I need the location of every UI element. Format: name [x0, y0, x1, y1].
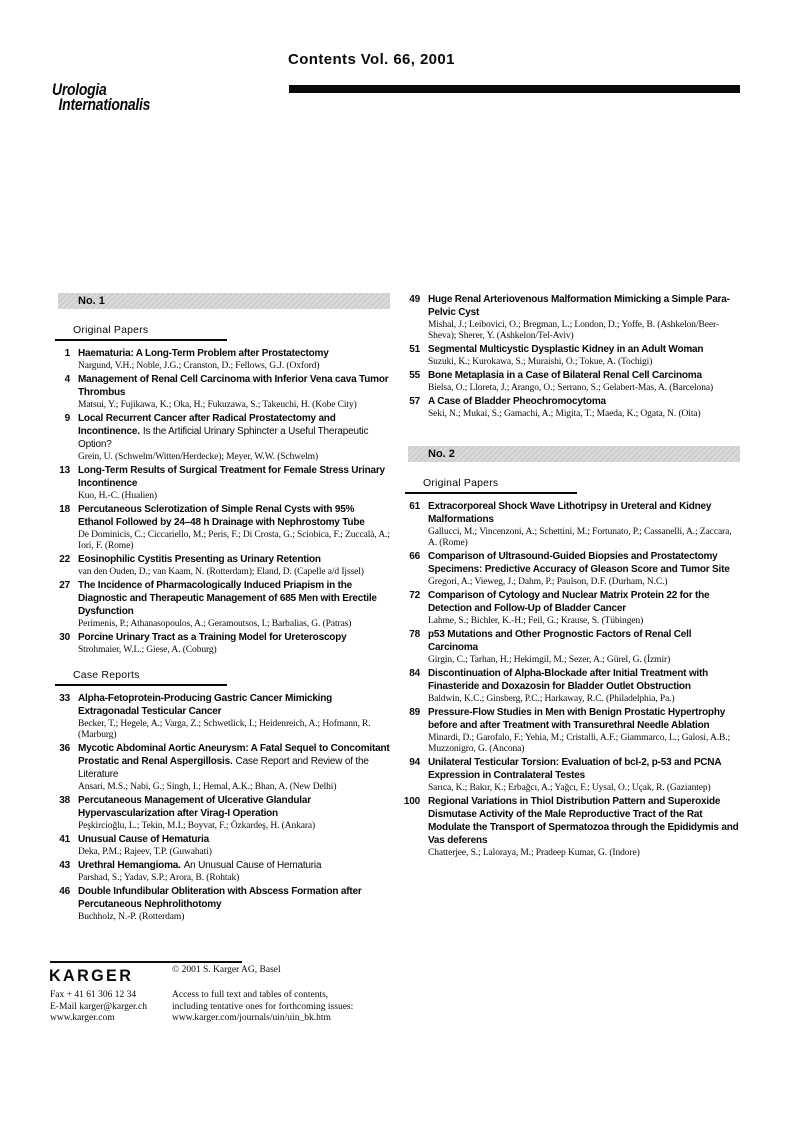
header-rule	[289, 85, 740, 93]
entry-title: Management of Renal Cell Carcinoma with Inferior Vena cava Tumor Thrombus	[78, 374, 389, 398]
section-header-label: Original Papers	[73, 324, 149, 336]
entry-body	[78, 373, 390, 411]
entry-page-number: 22	[59, 554, 70, 565]
entry-body	[428, 343, 740, 368]
entry-page-number: 36	[59, 743, 70, 754]
entry-title-line	[78, 579, 390, 618]
entry-page-number: 41	[59, 834, 70, 845]
toc-entry	[50, 794, 390, 832]
entry-authors: Chatterjee, S.; Laloraya, M.; Pradeep Kumar, G. (Indore)	[428, 848, 640, 858]
toc-entry	[50, 412, 390, 463]
entry-body	[78, 742, 390, 793]
entry-body	[78, 553, 390, 578]
entry-body	[428, 395, 740, 420]
toc-entry	[50, 692, 390, 741]
entry-title: Haematuria: A Long-Term Problem after Prostatectomy	[78, 348, 329, 359]
entry-body	[78, 631, 390, 656]
publisher-fax: Fax + 41 61 306 12 34	[50, 990, 137, 1000]
entry-title-line	[78, 631, 390, 644]
section-header	[55, 324, 227, 341]
entry-authors: Strohmaier, W.L.; Giese, A. (Coburg)	[78, 645, 217, 655]
entry-body	[78, 885, 390, 923]
entry-page-number: 66	[409, 551, 420, 562]
entry-authors: Lahme, S.; Bichler, K.-H.; Feil, G.; Krause, S. (Tübingen)	[428, 616, 644, 626]
toc-entry	[400, 756, 740, 794]
toc-entry	[50, 859, 390, 884]
entry-authors: Kuo, H.-C. (Hualien)	[78, 491, 157, 501]
entry-subtitle: Case Report and Review of the Literature	[78, 756, 369, 780]
entry-body	[78, 412, 390, 463]
entry-title: Percutaneous Sclerotization of Simple Renal Cysts with 95% Ethanol Followed by 24–48 h Drainage with Nephrostomy Tube	[78, 504, 365, 528]
entry-page-number: 18	[59, 504, 70, 515]
journal-logo-line1: Urologia	[52, 80, 107, 99]
entry-title: Unusual Cause of Hematuria	[78, 834, 209, 845]
entry-title-line	[428, 795, 740, 847]
entry-title-line	[78, 373, 390, 399]
entry-title: Porcine Urinary Tract as a Training Model for Ureteroscopy	[78, 632, 347, 643]
entry-title: Long-Term Results of Surgical Treatment for Female Stress Urinary Incontinence	[78, 465, 385, 489]
entry-body	[78, 503, 390, 552]
journal-logo-line2: Internationalis	[58, 95, 151, 114]
entry-body	[78, 347, 390, 372]
entry-page-number: 33	[59, 693, 70, 704]
entry-page-number: 38	[59, 795, 70, 806]
entry-title-line	[78, 692, 390, 718]
entry-title-line	[78, 833, 390, 846]
entry-authors: Peşkircioğlu, L.; Tekin, M.I.; Boyvat, F.; Özkardeş, H. (Ankara)	[78, 821, 316, 831]
entry-body	[78, 464, 390, 502]
entry-authors: Girgin, C.; Tarhan, H.; Hekimgil, M.; Sezer, A.; Gürel, G. (İzmir)	[428, 655, 671, 665]
toc-entry	[50, 373, 390, 411]
entry-page-number: 43	[59, 860, 70, 871]
entry-title-line	[428, 756, 740, 782]
toc-entry	[400, 395, 740, 420]
entry-title: A Case of Bladder Pheochromocytoma	[428, 396, 606, 407]
entry-authors: Deka, P.M.; Rajeev, T.P. (Guwahati)	[78, 847, 212, 857]
toc-entry	[50, 464, 390, 502]
entry-title-line	[428, 550, 740, 576]
entry-title-line	[78, 794, 390, 820]
entry-title-line	[428, 369, 740, 382]
entry-title: Pressure-Flow Studies in Men with Benign Prostatic Hypertrophy before and after Treatment with Transurethral Needle Ablation	[428, 707, 726, 731]
issue-header-label: No. 2	[428, 448, 455, 460]
toc-entry	[50, 631, 390, 656]
toc-entry	[400, 706, 740, 755]
entry-title: Double Infundibular Obliteration with Abscess Formation after Percutaneous Nephrolithotomy	[78, 886, 362, 910]
entry-title-line	[428, 395, 740, 408]
entry-authors: Suzuki, K.; Kurokawa, S.; Muraishi, O.; Tokue, A. (Tochigi)	[428, 357, 653, 367]
entry-page-number: 55	[409, 370, 420, 381]
entry-authors: Grein, U. (Schwelm/Witten/Herdecke); Meyer, W.W. (Schwelm)	[78, 452, 319, 462]
entry-authors: Gregori, A.; Vieweg, J.; Dahm, P.; Paulson, D.F. (Durham, N.C.)	[428, 577, 668, 587]
entry-authors: Matsui, Y.; Fujikawa, K.; Oka, H.; Fukuzawa, S.; Takeuchi, H. (Kobe City)	[78, 400, 357, 410]
section-header	[55, 669, 227, 686]
entry-body	[428, 628, 740, 666]
access-note-url: www.karger.com/journals/uin/uin_bk.htm	[172, 1013, 331, 1023]
entry-body	[78, 692, 390, 741]
entry-body	[428, 550, 740, 588]
entry-page-number: 30	[59, 632, 70, 643]
entry-authors: Becker, T.; Hegele, A.; Varga, Z.; Schwetlick, I.; Heidenreich, A.; Hofmann, R. (Marburg)	[78, 719, 371, 740]
entry-authors: Minardi, D.; Garofalo, F.; Yehia, M.; Cristalli, A.F.; Giammarco, L.; Galosi, A.B.; Muzzonigro, G. (Ancona)	[428, 733, 731, 754]
issue-header	[408, 446, 740, 462]
entry-title-line	[78, 347, 390, 360]
entry-page-number: 49	[409, 294, 420, 305]
entry-authors: Sarıca, K.; Bakır, K.; Erbağcı, A.; Yağcı, F.; Uysal, O.; Uçak, R. (Gaziantep)	[428, 783, 711, 793]
entry-body	[428, 293, 740, 342]
entry-title: Segmental Multicystic Dysplastic Kidney in an Adult Woman	[428, 344, 704, 355]
entry-page-number: 72	[409, 590, 420, 601]
journal-logo	[52, 82, 150, 112]
access-note-line2: including tentative ones for forthcoming issues:	[172, 1001, 354, 1012]
entry-authors: Seki, N.; Mukai, S.; Gamachi, A.; Migita, T.; Maeda, K.; Ogata, N. (Oita)	[428, 409, 701, 419]
entry-title: Alpha-Fetoprotein-Producing Gastric Cancer Mimicking Extragonadal Testicular Cancer	[78, 693, 333, 717]
entry-title-line	[428, 706, 740, 732]
toc-entry	[400, 667, 740, 705]
entry-authors: De Dominicis, C.; Ciccariello, M.; Peris, F.; Di Crosta, G.; Sciobica, F.; Zuccalà, A.; Iori, F. (Rome)	[78, 530, 390, 551]
copyright-line: © 2001 S. Karger AG, Basel	[172, 965, 281, 975]
entry-title-line	[78, 885, 390, 911]
entry-page-number: 46	[59, 886, 70, 897]
entry-body	[78, 833, 390, 858]
toc-entry	[50, 553, 390, 578]
issue-header	[58, 293, 390, 309]
entry-title-line	[428, 500, 740, 526]
entry-body	[428, 667, 740, 705]
toc-column-right	[400, 293, 740, 860]
toc-entry	[400, 589, 740, 627]
entry-body	[78, 579, 390, 630]
section-header	[405, 477, 577, 494]
toc-column-left	[50, 293, 390, 924]
toc-entry	[400, 795, 740, 859]
entry-title: Bone Metaplasia in a Case of Bilateral Renal Cell Carcinoma	[428, 370, 702, 381]
entry-title-line	[78, 464, 390, 490]
entry-authors: van den Ouden, D.; van Kaam, N. (Rotterdam); Eland, D. (Capelle a/d Ijssel)	[78, 567, 364, 577]
entry-subtitle: Is the Artificial Urinary Sphincter a Useful Therapeutic Option?	[78, 426, 369, 450]
entry-title-line	[428, 343, 740, 356]
entry-page-number: 9	[64, 413, 70, 424]
publisher-website: www.karger.com	[50, 1013, 115, 1023]
entry-title: Extracorporeal Shock Wave Lithotripsy in Ureteral and Kidney Malformations	[428, 501, 712, 525]
entry-page-number: 94	[409, 757, 420, 768]
entry-title-line	[78, 503, 390, 529]
entry-subtitle: An Unusual Cause of Hematuria	[183, 860, 322, 871]
entry-title-line	[78, 553, 390, 566]
entry-title: p53 Mutations and Other Prognostic Factors of Renal Cell Carcinoma	[428, 629, 692, 653]
entry-page-number: 27	[59, 580, 70, 591]
toc-entry	[50, 742, 390, 793]
entry-title-line	[428, 628, 740, 654]
entry-title: Regional Variations in Thiol Distribution Pattern and Superoxide Dismutase Activity of the Male Reproductive Tract of the Rat Modulate the Transport of Spermatozoa through the Epididymis and Vas deferens	[428, 796, 739, 846]
entry-title: Discontinuation of Alpha-Blockade after Initial Treatment with Finasteride and Doxazosin for Bladder Outlet Obstruction	[428, 668, 709, 692]
publisher-email: E-Mail karger@karger.ch	[50, 1001, 148, 1012]
entry-body	[78, 859, 390, 884]
entry-page-number: 100	[403, 796, 420, 807]
entry-page-number: 51	[409, 344, 420, 355]
toc-entry	[400, 628, 740, 666]
entry-authors: Parshad, S.; Yadav, S.P.; Arora, B. (Rohtak)	[78, 873, 240, 883]
entry-body	[428, 500, 740, 549]
page-title: Contents Vol. 66, 2001	[288, 51, 455, 68]
entry-title-line	[428, 589, 740, 615]
toc-entry	[400, 369, 740, 394]
entry-page-number: 57	[409, 396, 420, 407]
issue-header-label: No. 1	[78, 295, 105, 307]
toc-entry	[50, 885, 390, 923]
entry-body	[428, 706, 740, 755]
entry-authors: Ansari, M.S.; Nabi, G.; Singh, I.; Hemal, A.K.; Bhan, A. (New Delhi)	[78, 782, 337, 792]
entry-title-line	[78, 742, 390, 781]
entry-title: Comparison of Ultrasound-Guided Biopsies and Prostatectomy Specimens: Predictive Accuracy of Gleason Score and Tumor Site	[428, 551, 730, 575]
entry-title: Percutaneous Management of Ulcerative Glandular Hypervascularization after Virag-I Operation	[78, 795, 311, 819]
entry-authors: Baldwin, K.C.; Ginsberg, P.C.; Harkaway, R.C. (Philadelphia, Pa.)	[428, 694, 675, 704]
online-access-note	[172, 990, 353, 1025]
entry-body	[428, 756, 740, 794]
toc-entry	[400, 343, 740, 368]
entry-title-line	[78, 859, 390, 872]
entry-authors: Mishal, J.; Leibovici, O.; Bregman, L.; London, D.; Yoffe, B. (Ashkelon/Beer-Sheva); Sherer, Y. (Ashkelon/Tel-Aviv)	[428, 320, 719, 341]
access-note-line1: Access to full text and tables of contents,	[172, 990, 329, 1000]
entry-body	[428, 589, 740, 627]
entry-title-line	[428, 293, 740, 319]
entry-title: The Incidence of Pharmacologically Induced Priapism in the Diagnostic and Therapeutic Management of 685 Men with Erectile Dysfunction	[78, 580, 377, 617]
entry-body	[78, 794, 390, 832]
section-header-label: Case Reports	[73, 669, 140, 681]
entry-title: Eosinophilic Cystitis Presenting as Urinary Retention	[78, 554, 321, 565]
entry-page-number: 4	[64, 374, 70, 385]
section-header-label: Original Papers	[423, 477, 499, 489]
toc-entry	[50, 579, 390, 630]
footer-rule	[50, 961, 242, 963]
publisher-contact-block	[50, 990, 147, 1025]
entry-authors: Bielsa, O.; Lloreta, J.; Arango, O.; Serrano, S.; Gelabert-Mas, A. (Barcelona)	[428, 383, 714, 393]
entry-title: Unilateral Testicular Torsion: Evaluation of bcl-2, p-53 and PCNA Expression in Contralateral Testes	[428, 757, 721, 781]
entry-page-number: 78	[409, 629, 420, 640]
entry-authors: Gallucci, M.; Vincenzoni, A.; Schettini, M.; Fortunato, P.; Cassanelli, A.; Zaccara, A. (Rome)	[428, 527, 732, 548]
karger-logo: KARGER	[49, 966, 134, 985]
toc-entry	[50, 347, 390, 372]
entry-authors: Buchholz, N.-P. (Rotterdam)	[78, 912, 185, 922]
entry-authors: Nargund, V.H.; Noble, J.G.; Cranston, D.; Fellows, G.J. (Oxford)	[78, 361, 320, 371]
entry-body	[428, 369, 740, 394]
entry-title: Mycotic Abdominal Aortic Aneurysm: A Fatal Sequel to Concomitant Prostatic and Renal Aspergillosis.	[78, 743, 390, 767]
entry-authors: Perimenis, P.; Athanasopoulos, A.; Geramoutsos, I.; Barbalias, G. (Patras)	[78, 619, 352, 629]
toc-entry	[400, 550, 740, 588]
entry-title: Local Recurrent Cancer after Radical Prostatectomy and Incontinence.	[78, 413, 336, 437]
entry-body	[428, 795, 740, 859]
entry-page-number: 1	[64, 348, 70, 359]
entry-title: Urethral Hemangioma.	[78, 860, 181, 871]
entry-page-number: 89	[409, 707, 420, 718]
entry-page-number: 84	[409, 668, 420, 679]
toc-entry	[50, 503, 390, 552]
toc-entry	[50, 833, 390, 858]
entry-title-line	[78, 412, 390, 451]
toc-entry	[400, 500, 740, 549]
entry-title: Huge Renal Arteriovenous Malformation Mimicking a Simple Para-Pelvic Cyst	[428, 294, 730, 318]
entry-title-line	[428, 667, 740, 693]
toc-entry	[400, 293, 740, 342]
entry-page-number: 61	[409, 501, 420, 512]
entry-title: Comparison of Cytology and Nuclear Matrix Protein 22 for the Detection and Follow-Up of Bladder Cancer	[428, 590, 710, 614]
entry-page-number: 13	[59, 465, 70, 476]
